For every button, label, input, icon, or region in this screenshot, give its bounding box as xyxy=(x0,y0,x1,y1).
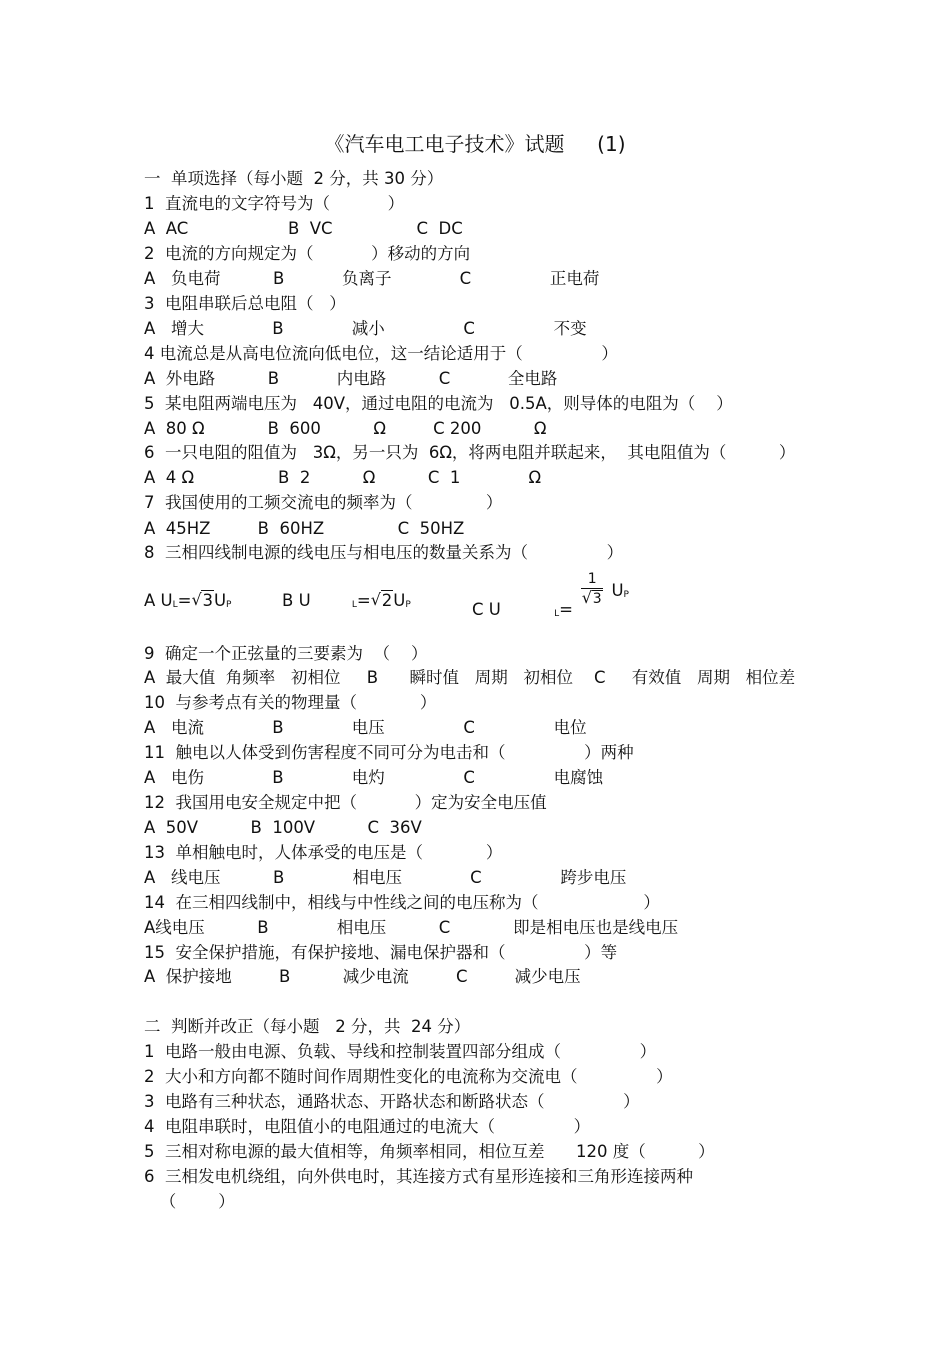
options-line: A 45HZ B 60HZ C 50HZ xyxy=(144,519,465,538)
options-line: A 增大 B 减小 C 不变 xyxy=(144,319,587,338)
statement-line: 1 电路一般由电源、负载、导线和控制装置四部分组成（ ） xyxy=(144,1042,657,1061)
question-line: 10 与参考点有关的物理量（ ） xyxy=(144,693,437,712)
question-line: 11 触电以人体受到伤害程度不同可分为电击和（ ）两种 xyxy=(144,743,634,762)
options-line: A 负电荷 B 负离子 C 正电荷 xyxy=(144,269,600,288)
options-line: A 电流 B 电压 C 电位 xyxy=(144,718,587,737)
q8-option-a: A UL=√ 3UP xyxy=(144,578,231,632)
statement-line: 3 电路有三种状态，通路状态、开路状态和断路状态（ ） xyxy=(144,1092,640,1111)
fraction: 1 √ 3 xyxy=(581,570,603,609)
options-line: A 最大值 角频率 初相位 B 瞬时值 周期 初相位 C 有效值 周期 相位差 xyxy=(144,668,796,687)
question-line: 1 直流电的文字符号为（ ） xyxy=(144,194,405,213)
statement-line: 6 三相发电机绕组，向外供电时，其连接方式有星形连接和三角形连接两种 xyxy=(144,1167,693,1186)
sqrt-symbol: √ 3 xyxy=(582,589,603,609)
statement-line: 4 电阻串联时，电阻值小的电阻通过的电流大（ ） xyxy=(144,1117,591,1136)
options-line: A 80 Ω B 600 Ω C 200 Ω xyxy=(144,419,547,438)
page-title: 《汽车电工电子技术》试题 (1) xyxy=(324,132,626,156)
question-line: 2 电流的方向规定为（ ）移动的方向 xyxy=(144,244,471,263)
options-line: A 50V B 100V C 36V xyxy=(144,818,422,837)
sqrt-symbol: √ 2 xyxy=(371,591,394,610)
question-line: 14 在三相四线制中，相线与中性线之间的电压称为（ ） xyxy=(144,893,660,912)
question-line: 8 三相四线制电源的线电压与相电压的数量关系为（ ） xyxy=(144,543,624,562)
section2-heading: 二 判断并改正（每小题 2 分，共 24 分） xyxy=(144,1017,471,1036)
question-line: 5 某电阻两端电压为 40V，通过电阻的电流为 0.5A，则导体的电阻为（ ） xyxy=(144,394,733,413)
question-line: 4 电流总是从高电位流向低电位，这一结论适用于（ ） xyxy=(144,344,618,363)
question-line: 15 安全保护措施，有保护接地、漏电保护器和（ ）等 xyxy=(144,943,618,962)
q8-option-b: B U L=√ 2UP xyxy=(282,578,411,632)
options-line: A 电伤 B 电灼 C 电腐蚀 xyxy=(144,768,604,787)
statement-line: 5 三相对称电源的最大值相等，角频率相同，相位互差 120 度（ ） xyxy=(144,1142,715,1161)
options-line: A AC B VC C DC xyxy=(144,219,463,238)
options-line: A 4 Ω B 2 Ω C 1 Ω xyxy=(144,468,542,487)
question-line: 6 一只电阻的阻值为 3Ω，另一只为 6Ω，将两电阻并联起来， 其电阻值为（ ） xyxy=(144,443,796,462)
sqrt-symbol: √ 3 xyxy=(191,591,214,610)
question-line: 12 我国用电安全规定中把（ ）定为安全电压值 xyxy=(144,793,547,812)
options-line: A 线电压 B 相电压 C 跨步电压 xyxy=(144,868,627,887)
question-line: 13 单相触电时，人体承受的电压是（ ） xyxy=(144,843,503,862)
options-line: A线电压 B 相电压 C 即是相电压也是线电压 xyxy=(144,918,679,937)
answer-blank: （ ） xyxy=(144,1192,235,1211)
question-line: 9 确定一个正弦量的三要素为 （ ） xyxy=(144,644,428,663)
section1-heading: 一 单项选择（每小题 2 分，共 30 分） xyxy=(144,169,444,188)
question-line: 3 电阻串联后总电阻（ ） xyxy=(144,294,346,313)
options-line: A 外电路 B 内电路 C 全电路 xyxy=(144,369,558,388)
options-line: A 保护接地 B 减少电流 C 减少电压 xyxy=(144,967,581,986)
q8-option-c: C U L= 1 √ 3 UP xyxy=(472,578,629,632)
question-line: 7 我国使用的工频交流电的频率为（ ） xyxy=(144,493,503,512)
statement-line: 2 大小和方向都不随时间作周期性变化的电流称为交流电（ ） xyxy=(144,1067,673,1086)
